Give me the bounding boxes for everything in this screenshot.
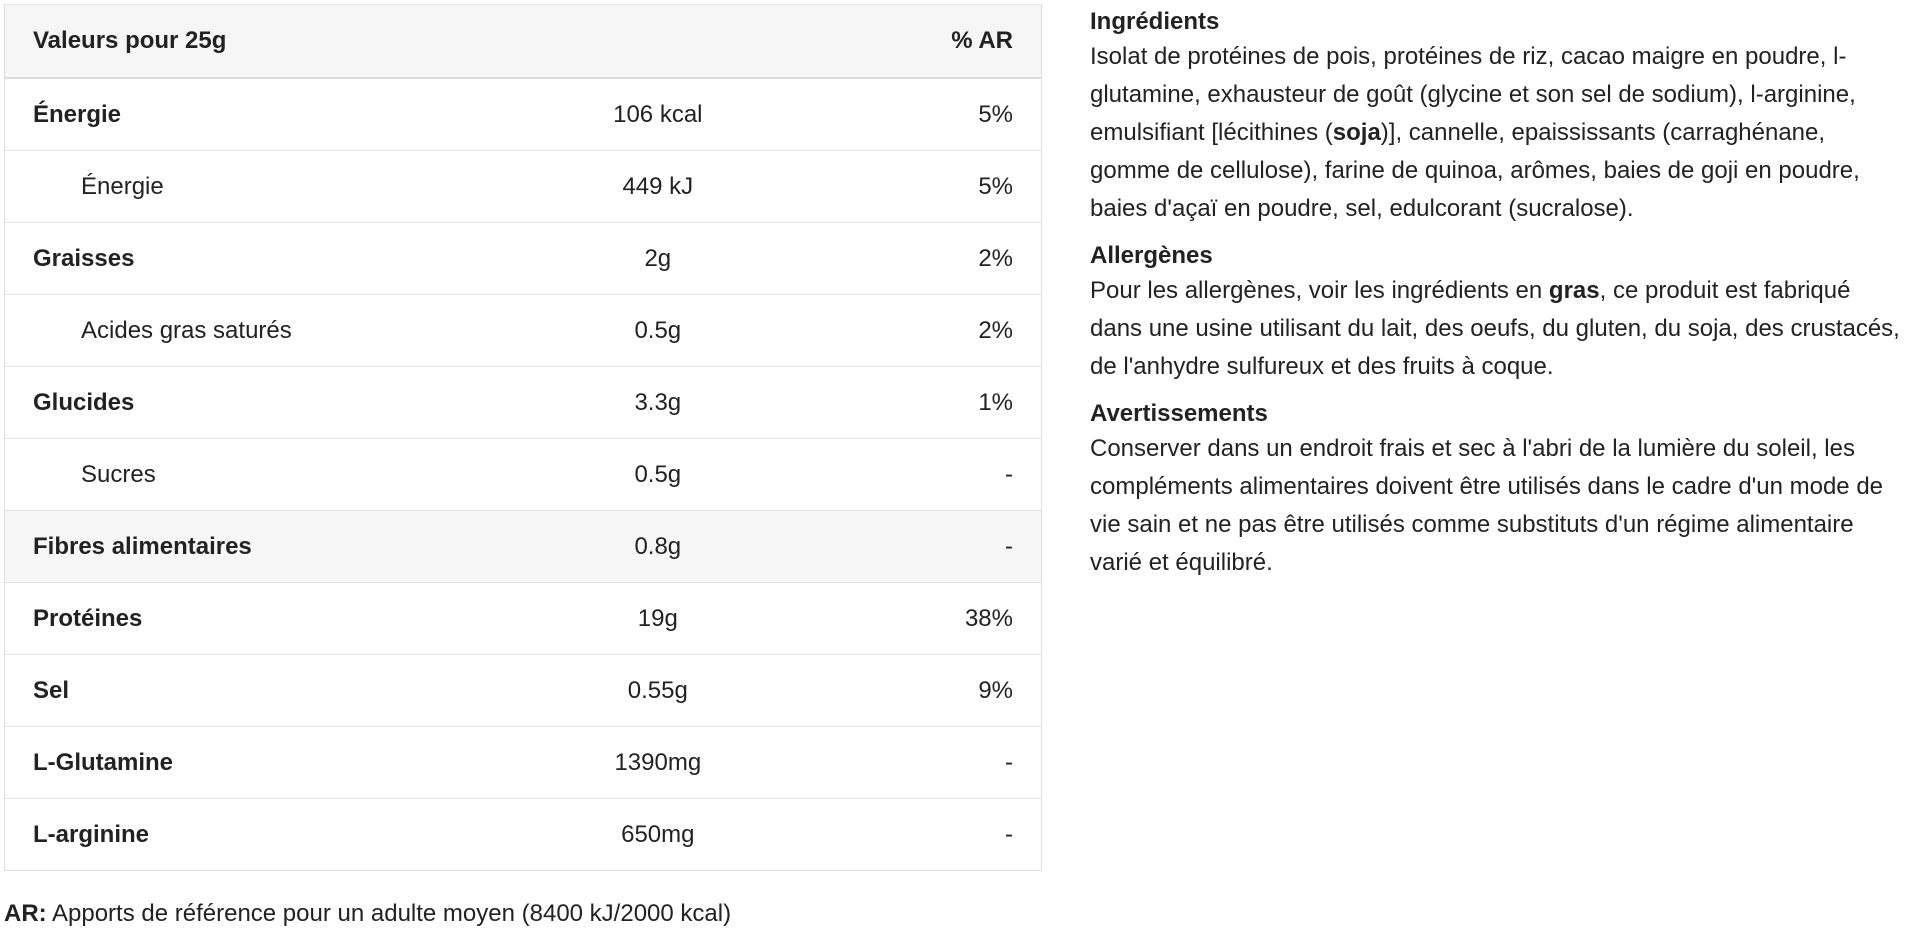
product-details: [1090, 6, 1902, 594]
table-row: [5, 511, 1042, 583]
nutrient-name: Énergie: [5, 151, 482, 223]
table-row: [5, 151, 1042, 223]
table-row: [5, 583, 1042, 655]
nutrition-table: [4, 4, 1042, 871]
nutrient-ar: 38%: [834, 583, 1041, 655]
allergens-text: [1090, 272, 1902, 386]
nutrient-value: 1390mg: [482, 727, 835, 799]
warnings-text: Conserver dans un endroit frais et sec à l'abri de la lumière du soleil, les compléments alimentaires doivent être utilisés dans le cadre d'un mode de vie sain et ne pas être utilisés comme substituts d'un régime alimentaire varié et équilibré.: [1090, 435, 1884, 576]
table-row: [5, 799, 1042, 871]
table-row: [5, 295, 1042, 367]
table-row: [5, 223, 1042, 295]
table-row: [5, 655, 1042, 727]
nutrient-ar: 9%: [834, 655, 1041, 727]
header-ar-label: % AR: [834, 5, 1041, 79]
nutrient-ar: 2%: [834, 223, 1041, 295]
nutrient-ar: 5%: [834, 78, 1041, 151]
table-row: [5, 727, 1042, 799]
reference-intake-footnote: [4, 898, 731, 930]
nutrition-table-container: [4, 4, 1042, 871]
nutrient-ar: 2%: [834, 295, 1041, 367]
allergens-title: Allergènes: [1090, 242, 1213, 269]
allergens-bold-word: gras: [1548, 277, 1600, 304]
nutrient-ar: -: [834, 799, 1041, 871]
nutrient-ar: -: [834, 439, 1041, 511]
ingredients-text-after: )], cannelle, epaississants (carraghénane, gomme de cellulose), farine de quinoa, arômes, baies de goji en poudre, baies d'açaï en poudre, sel, edulcorant (sucralose).: [1090, 119, 1860, 222]
nutrient-ar: 5%: [834, 151, 1041, 223]
nutrient-ar: -: [834, 511, 1041, 583]
table-header-row: [5, 5, 1042, 79]
ingredients-text-before: Isolat de protéines de pois, protéines de riz, cacao maigre en poudre, l-glutamine, exhausteur de goût (glycine et son sel de sodium), l-arginine, emulsifiant [lécithines (: [1090, 43, 1856, 146]
nutrient-value: 650mg: [482, 799, 835, 871]
nutrient-ar: -: [834, 727, 1041, 799]
footnote-text: Apports de référence pour un adulte moyen (8400 kJ/2000 kcal): [46, 900, 732, 927]
ingredients-text: [1090, 38, 1902, 228]
nutrient-value: 19g: [482, 583, 835, 655]
nutrient-value: 3.3g: [482, 367, 835, 439]
nutrient-value: 0.8g: [482, 511, 835, 583]
nutrient-value: 449 kJ: [482, 151, 835, 223]
nutrient-name: Sel: [5, 655, 482, 727]
nutrient-value: 0.5g: [482, 439, 835, 511]
ingredients-allergen-bold: soja: [1332, 119, 1381, 146]
nutrient-name: Sucres: [5, 439, 482, 511]
header-serving-label: Valeurs pour 25g: [5, 5, 835, 79]
nutrient-name: Fibres alimentaires: [5, 511, 482, 583]
nutrient-value: 2g: [482, 223, 835, 295]
nutrient-name: Acides gras saturés: [5, 295, 482, 367]
warnings-section: [1090, 398, 1902, 582]
nutrient-name: L-Glutamine: [5, 727, 482, 799]
allergens-text-before: Pour les allergènes, voir les ingrédients en: [1090, 277, 1549, 304]
nutrient-name: Graisses: [5, 223, 482, 295]
ingredients-title: Ingrédients: [1090, 8, 1220, 35]
ingredients-section: [1090, 6, 1902, 228]
nutrient-name: Glucides: [5, 367, 482, 439]
nutrient-name: Protéines: [5, 583, 482, 655]
nutrient-ar: 1%: [834, 367, 1041, 439]
warnings-title: Avertissements: [1090, 400, 1268, 427]
table-row: [5, 78, 1042, 151]
allergens-section: [1090, 240, 1902, 386]
nutrient-name: Énergie: [5, 78, 482, 151]
nutrient-value: 0.5g: [482, 295, 835, 367]
nutrient-name: L-arginine: [5, 799, 482, 871]
nutrient-value: 106 kcal: [482, 78, 835, 151]
footnote-label: AR:: [4, 900, 47, 927]
table-row: [5, 439, 1042, 511]
nutrient-value: 0.55g: [482, 655, 835, 727]
table-row: [5, 367, 1042, 439]
allergens-text-after: , ce produit est fabriqué dans une usine utilisant du lait, des oeufs, du gluten, du soja, des crustacés, de l'anhydre sulfureux et des fruits à coque.: [1090, 277, 1900, 380]
